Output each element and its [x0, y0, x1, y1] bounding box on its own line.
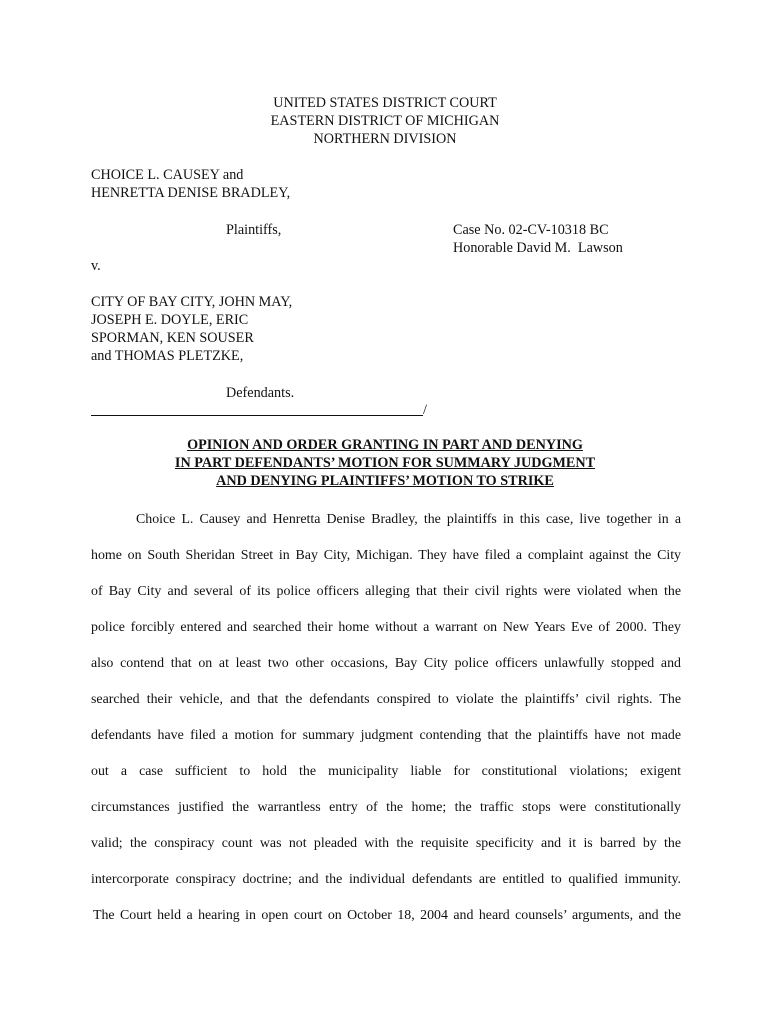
title-line2: IN PART DEFENDANTS’ MOTION FOR SUMMARY JUDGMENT [174, 455, 596, 471]
body-line: intercorporate conspiracy doctrine; and the individual defendants are entitled to qualified immunity. [91, 872, 681, 887]
body-line: police forcibly entered and searched their home without a warrant on New Years Eve of 2000. They [91, 620, 681, 635]
body-line: The Court held a hearing in open court on October 18, 2004 and heard counsels’ arguments, and the [93, 908, 681, 923]
court-heading [0, 94, 770, 148]
caption-slash: / [423, 402, 427, 418]
plaintiffs-role: Plaintiffs, [226, 222, 282, 238]
title-line3: AND DENYING PLAINTIFFS’ MOTION TO STRIKE [216, 473, 554, 489]
body-line: searched their vehicle, and that the defendants conspired to violate the plaintiffs’ civil rights. The [91, 692, 681, 707]
defendant-names-line1: CITY OF BAY CITY, JOHN MAY, [91, 294, 293, 310]
body-line: defendants have filed a motion for summary judgment contending that the plaintiffs have not made [91, 728, 681, 743]
title-line1: OPINION AND ORDER GRANTING IN PART AND DENYING [187, 437, 583, 453]
judge-name: Honorable David M. Lawson [453, 240, 623, 256]
plaintiff-names-line2: HENRETTA DENISE BRADLEY, [91, 185, 291, 201]
defendants-role: Defendants. [226, 385, 295, 401]
plaintiff-names-line1: CHOICE L. CAUSEY and [91, 167, 244, 183]
body-line: also contend that on at least two other occasions, Bay City police officers unlawfully stopped and [91, 656, 681, 671]
court-division: NORTHERN DIVISION [313, 131, 457, 147]
body-line: home on South Sheridan Street in Bay City, Michigan. They have filed a complaint against the City [91, 548, 681, 563]
caption-rule [91, 415, 423, 416]
body-line: valid; the conspiracy count was not pleaded with the requisite specificity and it is barred by the [91, 836, 681, 851]
court-district: EASTERN DISTRICT OF MICHIGAN [270, 113, 500, 129]
case-number: Case No. 02-CV-10318 BC [453, 222, 609, 238]
defendant-names-line4: and THOMAS PLETZKE, [91, 348, 244, 364]
defendant-names-line2: JOSEPH E. DOYLE, ERIC [91, 312, 249, 328]
body-line: circumstances justified the warrantless entry of the home; the traffic stops were constitutionally [91, 800, 681, 815]
versus: v. [91, 258, 101, 274]
court-name: UNITED STATES DISTRICT COURT [273, 95, 497, 111]
document-title [0, 436, 770, 490]
defendant-names-line3: SPORMAN, KEN SOUSER [91, 330, 254, 346]
body-line: of Bay City and several of its police officers alleging that their civil rights were violated when the [91, 584, 681, 599]
body-line: out a case sufficient to hold the municipality liable for constitutional violations; exigent [91, 764, 681, 779]
body-line: Choice L. Causey and Henretta Denise Bradley, the plaintiffs in this case, live together in a [136, 512, 681, 527]
